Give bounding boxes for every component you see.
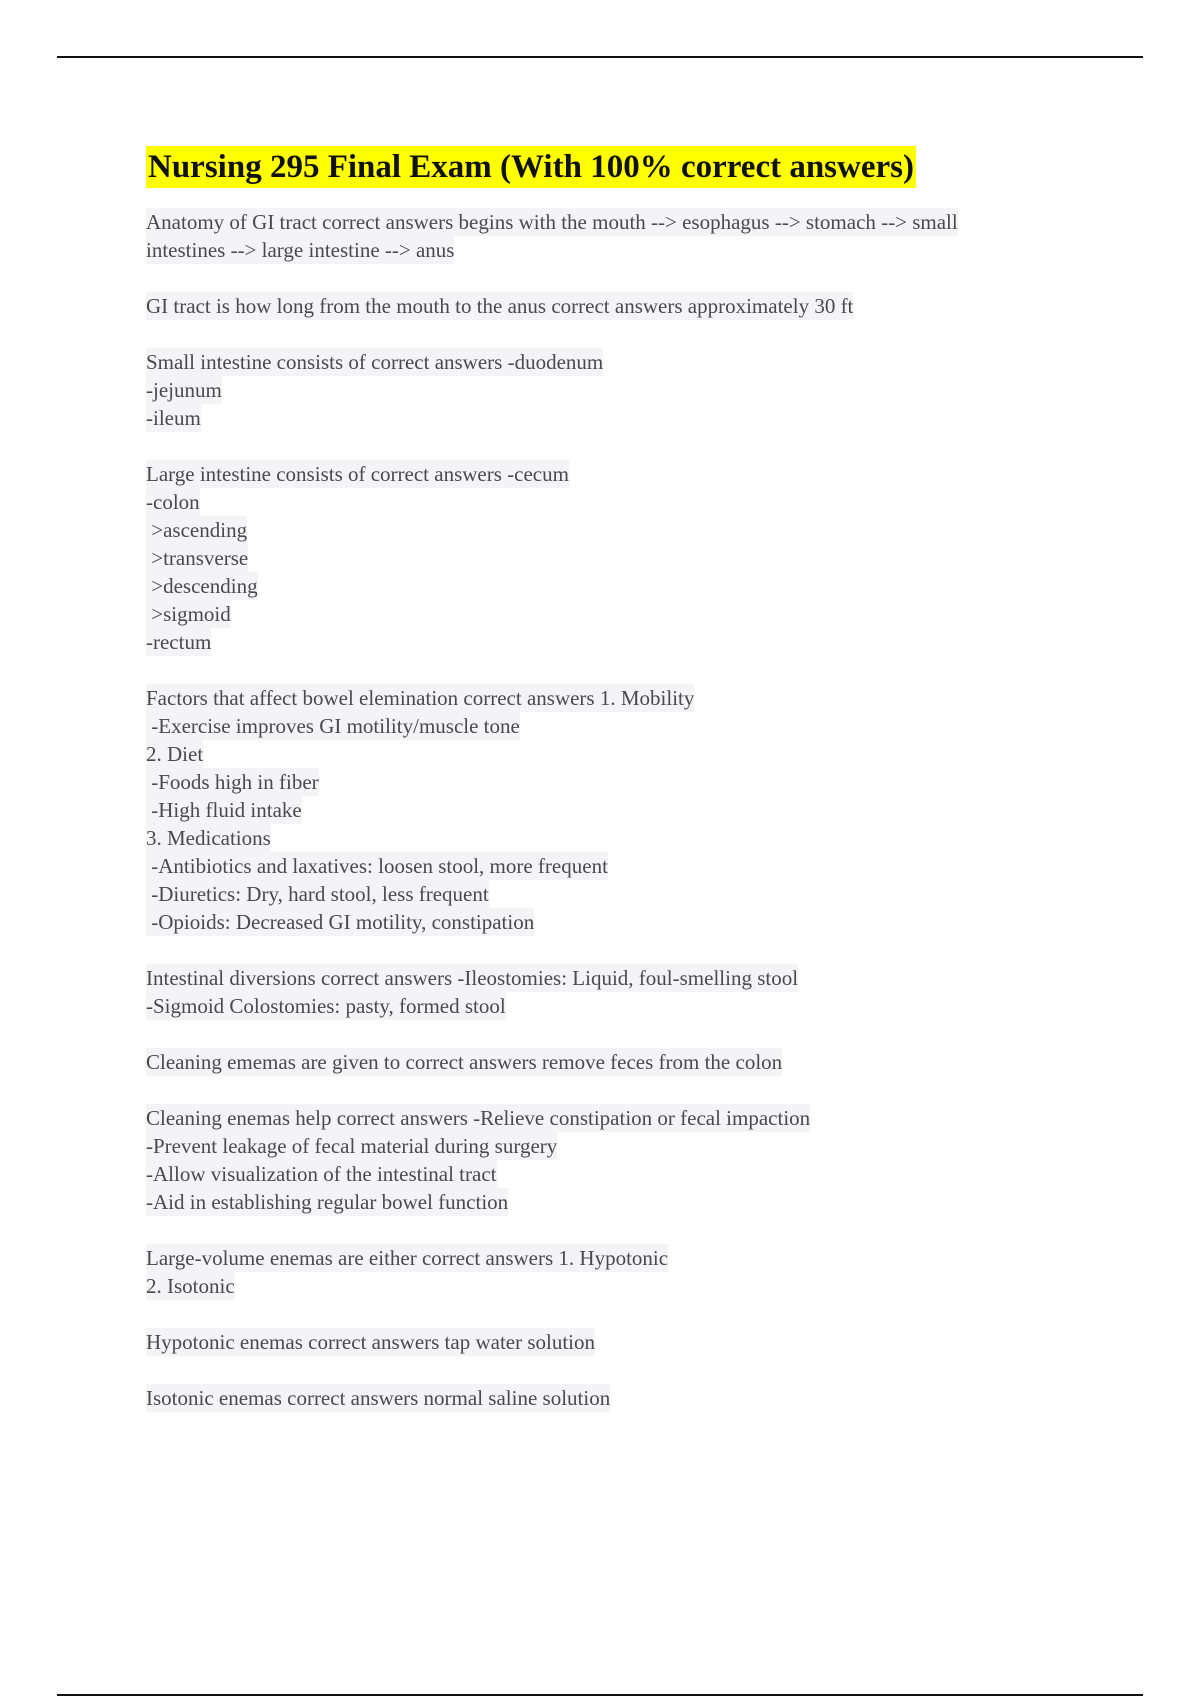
- qa-line: -Foods high in fiber: [146, 770, 319, 794]
- bottom-rule: [57, 1694, 1143, 1696]
- qa-line: -Aid in establishing regular bowel function: [146, 1190, 509, 1214]
- qa-line: >ascending: [146, 518, 248, 542]
- qa-item: [146, 684, 1096, 936]
- qa-line: Anatomy of GI tract correct answers begins with the mouth --> esophagus --> stomach --> small: [146, 210, 958, 234]
- qa-line: >descending: [146, 574, 258, 598]
- qa-line: Large-volume enemas are either correct answers 1. Hypotonic: [146, 1246, 669, 1270]
- qa-line: Isotonic enemas correct answers normal saline solution: [146, 1386, 611, 1410]
- qa-line: >sigmoid: [146, 602, 231, 626]
- qa-line: 2. Diet: [146, 742, 204, 766]
- qa-item: [146, 1244, 1096, 1300]
- document-body: [146, 146, 1096, 1440]
- qa-line: Small intestine consists of correct answers -duodenum: [146, 350, 604, 374]
- qa-line: intestines --> large intestine --> anus: [146, 238, 455, 262]
- qa-line: GI tract is how long from the mouth to the anus correct answers approximately 30 ft: [146, 294, 854, 318]
- qa-line: Large intestine consists of correct answers -cecum: [146, 462, 569, 486]
- qa-line: -Exercise improves GI motility/muscle tone: [146, 714, 520, 738]
- qa-item: [146, 292, 1096, 320]
- qa-item: [146, 1384, 1096, 1412]
- qa-item: [146, 964, 1096, 1020]
- qa-line: >transverse: [146, 546, 249, 570]
- qa-line: 2. Isotonic: [146, 1274, 235, 1298]
- qa-item: [146, 1328, 1096, 1356]
- qa-line: Intestinal diversions correct answers -Ileostomies: Liquid, foul-smelling stool: [146, 966, 799, 990]
- qa-line: -rectum: [146, 630, 212, 654]
- document-title: Nursing 295 Final Exam (With 100% correct answers): [146, 146, 916, 188]
- qa-line: -jejunum: [146, 378, 222, 402]
- qa-line: -ileum: [146, 406, 201, 430]
- qa-line: -Allow visualization of the intestinal tract: [146, 1162, 497, 1186]
- top-rule: [57, 56, 1143, 58]
- qa-item: [146, 460, 1096, 656]
- qa-line: Hypotonic enemas correct answers tap water solution: [146, 1330, 596, 1354]
- qa-line: Cleaning enemas help correct answers -Relieve constipation or fecal impaction: [146, 1106, 811, 1130]
- qa-line: -Opioids: Decreased GI motility, constipation: [146, 910, 535, 934]
- qa-item: [146, 348, 1096, 432]
- qa-item: [146, 1048, 1096, 1076]
- qa-item: [146, 1104, 1096, 1216]
- qa-line: -Antibiotics and laxatives: loosen stool, more frequent: [146, 854, 608, 878]
- qa-line: -colon: [146, 490, 200, 514]
- qa-line: -Sigmoid Colostomies: pasty, formed stool: [146, 994, 506, 1018]
- qa-item: [146, 208, 1096, 264]
- qa-line: -Diuretics: Dry, hard stool, less frequent: [146, 882, 489, 906]
- qa-line: 3. Medications: [146, 826, 271, 850]
- qa-line: -Prevent leakage of fecal material during surgery: [146, 1134, 558, 1158]
- qa-line: -High fluid intake: [146, 798, 302, 822]
- qa-line: Cleaning ememas are given to correct answers remove feces from the colon: [146, 1050, 783, 1074]
- qa-line: Factors that affect bowel elemination correct answers 1. Mobility: [146, 686, 695, 710]
